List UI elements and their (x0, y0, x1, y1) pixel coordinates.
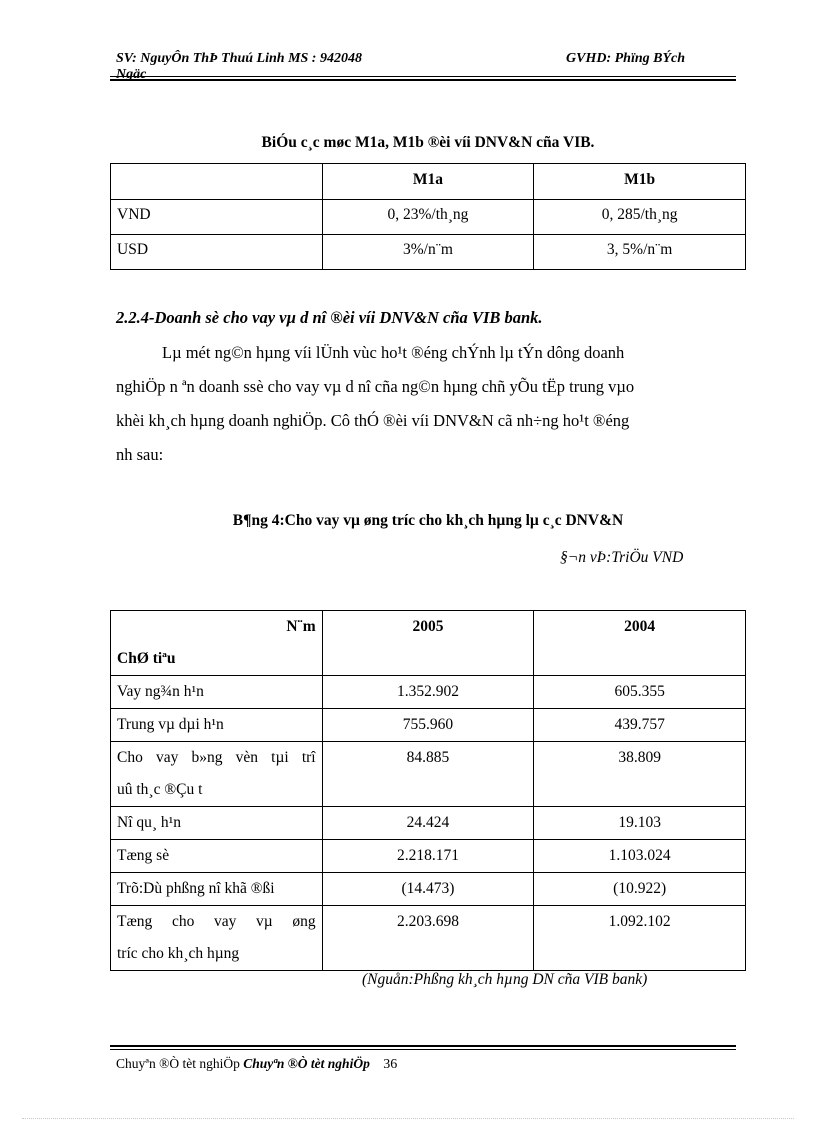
header-student: SV: NguyÔn ThÞ Thuú Linh MS : 942048 (116, 51, 362, 66)
unit-label: §¬n vÞ:TriÖu VND (560, 549, 684, 566)
page-bottom-divider (22, 1118, 794, 1119)
table-cell: 755.960 (322, 709, 534, 742)
header-cell: M1b (534, 164, 746, 200)
footer-text (116, 1056, 397, 1073)
table-cell: 24.424 (322, 807, 534, 840)
header-cell: 2004 (534, 611, 746, 676)
table-cell: 3, 5%/n¨m (534, 235, 746, 270)
table-header-row (111, 164, 746, 200)
row-label: Tæng sè (111, 840, 323, 873)
table-cell: 19.103 (534, 807, 746, 840)
table-row (111, 235, 746, 270)
table-cell: (14.473) (322, 873, 534, 906)
footer-bold-text: Chuyªn ®Ò tèt nghiÖp (243, 1056, 370, 1071)
rate-table (110, 163, 746, 270)
row-label (111, 742, 323, 807)
table-row (111, 873, 746, 906)
header-corner-cell (111, 611, 323, 676)
section-paragraph (116, 336, 740, 472)
row-label: USD (111, 235, 323, 270)
row-label: Trung vµ dµi h¹n (111, 709, 323, 742)
row-label-line: Cho vay b»ng vèn tµi trî (117, 749, 316, 766)
table-cell: 1.092.102 (534, 906, 746, 971)
table-cell: 1.352.902 (322, 676, 534, 709)
table-cell: 0, 23%/th¸ng (322, 200, 534, 235)
table1-caption: BiÓu c¸c møc M1a, M1b ®èi víi DNV&N cña VIB. (261, 134, 595, 151)
header-rule-bottom (110, 79, 736, 81)
table-cell: 1.103.024 (534, 840, 746, 873)
table-cell: 439.757 (534, 709, 746, 742)
table-row (111, 676, 746, 709)
table-row (111, 200, 746, 235)
table-cell: 0, 285/th¸ng (534, 200, 746, 235)
header-rule-top (110, 76, 736, 77)
paragraph-line: khèi kh¸ch hµng doanh nghiÖp. Cô thÓ ®èi víi DNV&N cã nh÷ng ho¹t ®éng (116, 411, 630, 430)
row-label: Trõ:Dù phßng nî khã ®ßi (111, 873, 323, 906)
row-label (111, 906, 323, 971)
footer-plain-text: Chuyªn ®Ò tèt nghiÖp (116, 1056, 240, 1071)
row-label: VND (111, 200, 323, 235)
table-header-row (111, 611, 746, 676)
table-cell: (10.922) (534, 873, 746, 906)
table-row (111, 807, 746, 840)
table-source-note: (Nguån:Phßng kh¸ch hµng DN cña VIB bank) (362, 971, 648, 988)
page-number: 36 (383, 1057, 398, 1072)
section-heading: 2.2.4-Doanh sè cho vay vµ d nî ®èi víi DNV&N cña VIB bank. (116, 308, 543, 327)
table-cell: 84.885 (322, 742, 534, 807)
row-label-line: Tæng cho vay vµ øng (117, 913, 316, 930)
table-cell: 605.355 (534, 676, 746, 709)
row-label: Nî qu¸ h¹n (111, 807, 323, 840)
table-cell: 38.809 (534, 742, 746, 807)
table2-caption: B¶ng 4:Cho vay vµ øng tríc cho kh¸ch hµng lµ c¸c DNV&N (232, 512, 624, 529)
loan-table (110, 610, 746, 971)
row-label-line: uû th¸c ®Çu t (117, 781, 203, 798)
table-cell: 3%/n¨m (322, 235, 534, 270)
row-label: Vay ng¾n h¹n (111, 676, 323, 709)
footer-rule-top (110, 1045, 736, 1047)
header-year-label: N¨m (286, 618, 316, 635)
row-label-line: tríc cho kh¸ch hµng (117, 945, 240, 962)
paragraph-line: Lµ mét ng©n hµng víi lÜnh vùc ho¹t ®éng chÝnh lµ tÝn dông doanh (162, 343, 625, 362)
paragraph-line: nh sau: (116, 445, 164, 464)
table-row (111, 906, 746, 971)
header-advisor-continued: Ngäc (116, 67, 147, 82)
header-cell: M1a (322, 164, 534, 200)
table-row (111, 840, 746, 873)
footer-rule-bottom (110, 1049, 736, 1050)
table-cell: 2.218.171 (322, 840, 534, 873)
header-item-label: ChØ tiªu (117, 650, 176, 667)
paragraph-line: nghiÖp n ªn doanh ssè cho vay vµ d nî cña ng©n hµng chñ yÕu tËp trung vµo (116, 377, 635, 396)
table-row (111, 742, 746, 807)
table-row (111, 709, 746, 742)
header-cell (111, 164, 323, 200)
header-cell: 2005 (322, 611, 534, 676)
table-cell: 2.203.698 (322, 906, 534, 971)
header-advisor: GVHD: Phïng BÝch (566, 51, 686, 66)
